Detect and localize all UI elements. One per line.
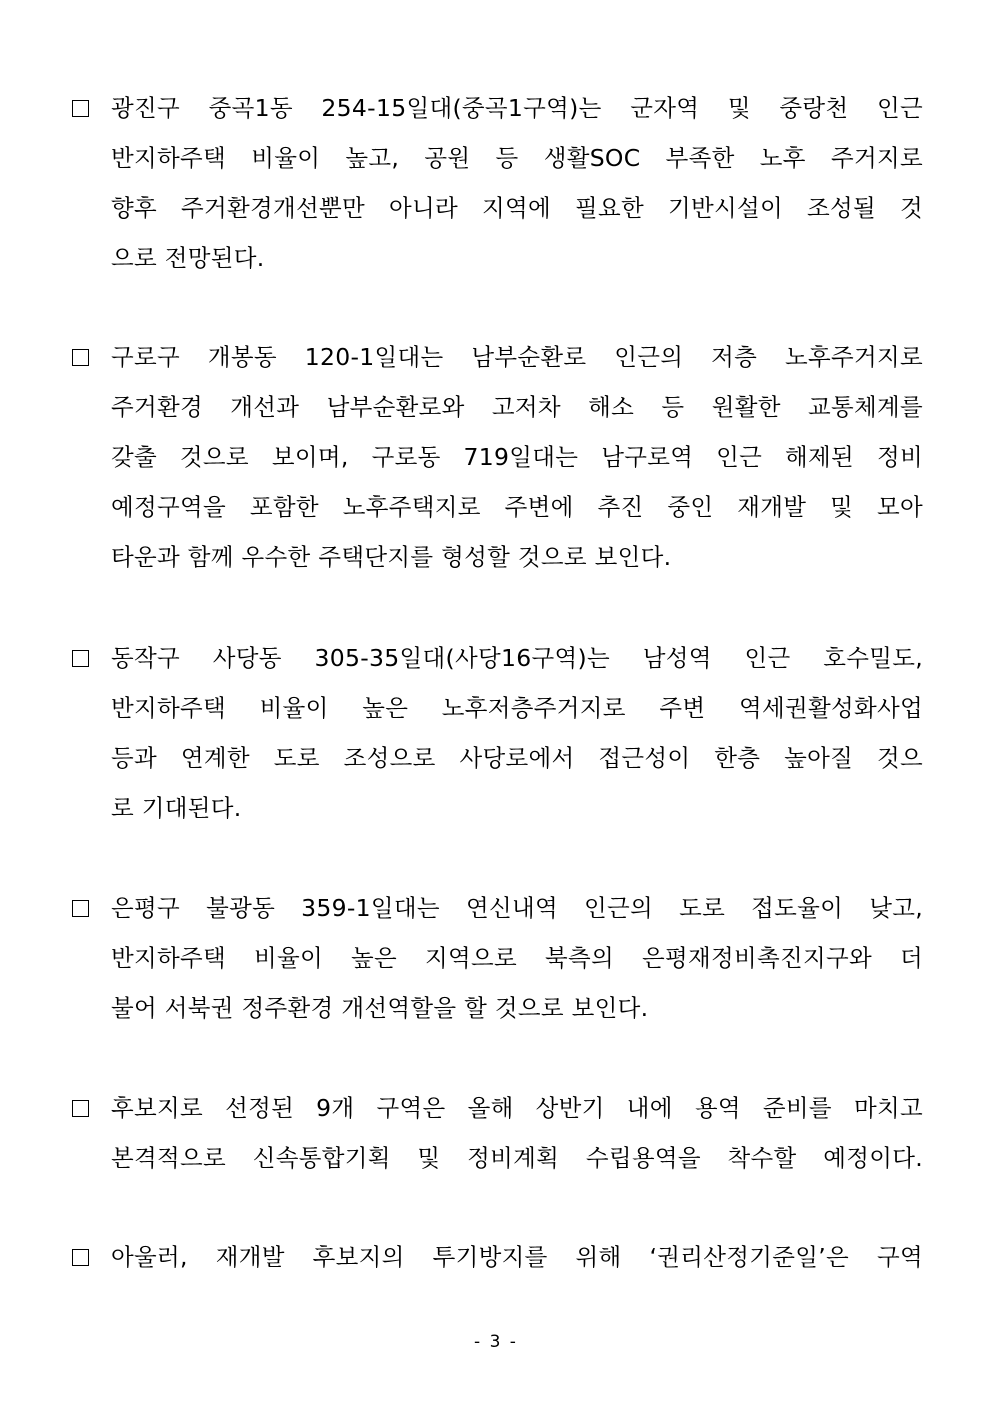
checkbox-bullet-icon [72, 900, 89, 917]
checkbox-bullet-icon [72, 650, 89, 667]
text-line: 구로구 개봉동 120-1일대는 남부순환로 인근의 저층 노후주거지로 [111, 343, 923, 371]
text-line: 불어 서북권 정주환경 개선역할을 할 것으로 보인다. [111, 994, 649, 1022]
checkbox-bullet-icon [72, 349, 89, 366]
checkbox-bullet-icon [72, 1249, 89, 1266]
text-line: 반지하주택 비율이 높은 지역으로 북측의 은평재정비촉진지구와 더 [111, 944, 923, 972]
text-line: 갖출 것으로 보이며, 구로동 719일대는 남구로역 인근 해제된 정비 [111, 443, 923, 471]
text-line: 동작구 사당동 305-35일대(사당16구역)는 남성역 인근 호수밀도, [111, 644, 923, 672]
text-line: 등과 연계한 도로 조성으로 사당로에서 접근성이 한층 높아질 것으 [111, 744, 923, 772]
text-line: 향후 주거환경개선뿐만 아니라 지역에 필요한 기반시설이 조성될 것 [111, 194, 923, 222]
text-line: 반지하주택 비율이 높고, 공원 등 생활SOC 부족한 노후 주거지로 [111, 144, 923, 172]
text-line: 반지하주택 비율이 높은 노후저층주거지로 주변 역세권활성화사업 [111, 694, 923, 722]
text-line: 타운과 함께 우수한 주택단지를 형성할 것으로 보인다. [111, 543, 672, 571]
text-line: 예정구역을 포함한 노후주택지로 주변에 추진 중인 재개발 및 모아 [111, 493, 923, 521]
text-line: 후보지로 선정된 9개 구역은 올해 상반기 내에 용역 준비를 마치고 [111, 1094, 923, 1122]
checkbox-bullet-icon [72, 1100, 89, 1117]
checkbox-bullet-icon [72, 100, 89, 117]
text-line: 으로 전망된다. [111, 244, 265, 272]
page-number: - 3 - [474, 1332, 518, 1352]
text-line: 본격적으로 신속통합기획 및 정비계획 수립용역을 착수할 예정이다. [111, 1144, 923, 1172]
text-line: 광진구 중곡1동 254-15일대(중곡1구역)는 군자역 및 중랑천 인근 [111, 94, 923, 122]
text-line: 은평구 불광동 359-1일대는 연신내역 인근의 도로 접도율이 낮고, [111, 894, 923, 922]
text-line: 주거환경 개선과 남부순환로와 고저차 해소 등 원활한 교통체계를 [111, 393, 923, 421]
text-line: 로 기대된다. [111, 794, 242, 822]
text-line: 아울러, 재개발 후보지의 투기방지를 위해 ‘권리산정기준일’은 구역 [111, 1243, 923, 1271]
